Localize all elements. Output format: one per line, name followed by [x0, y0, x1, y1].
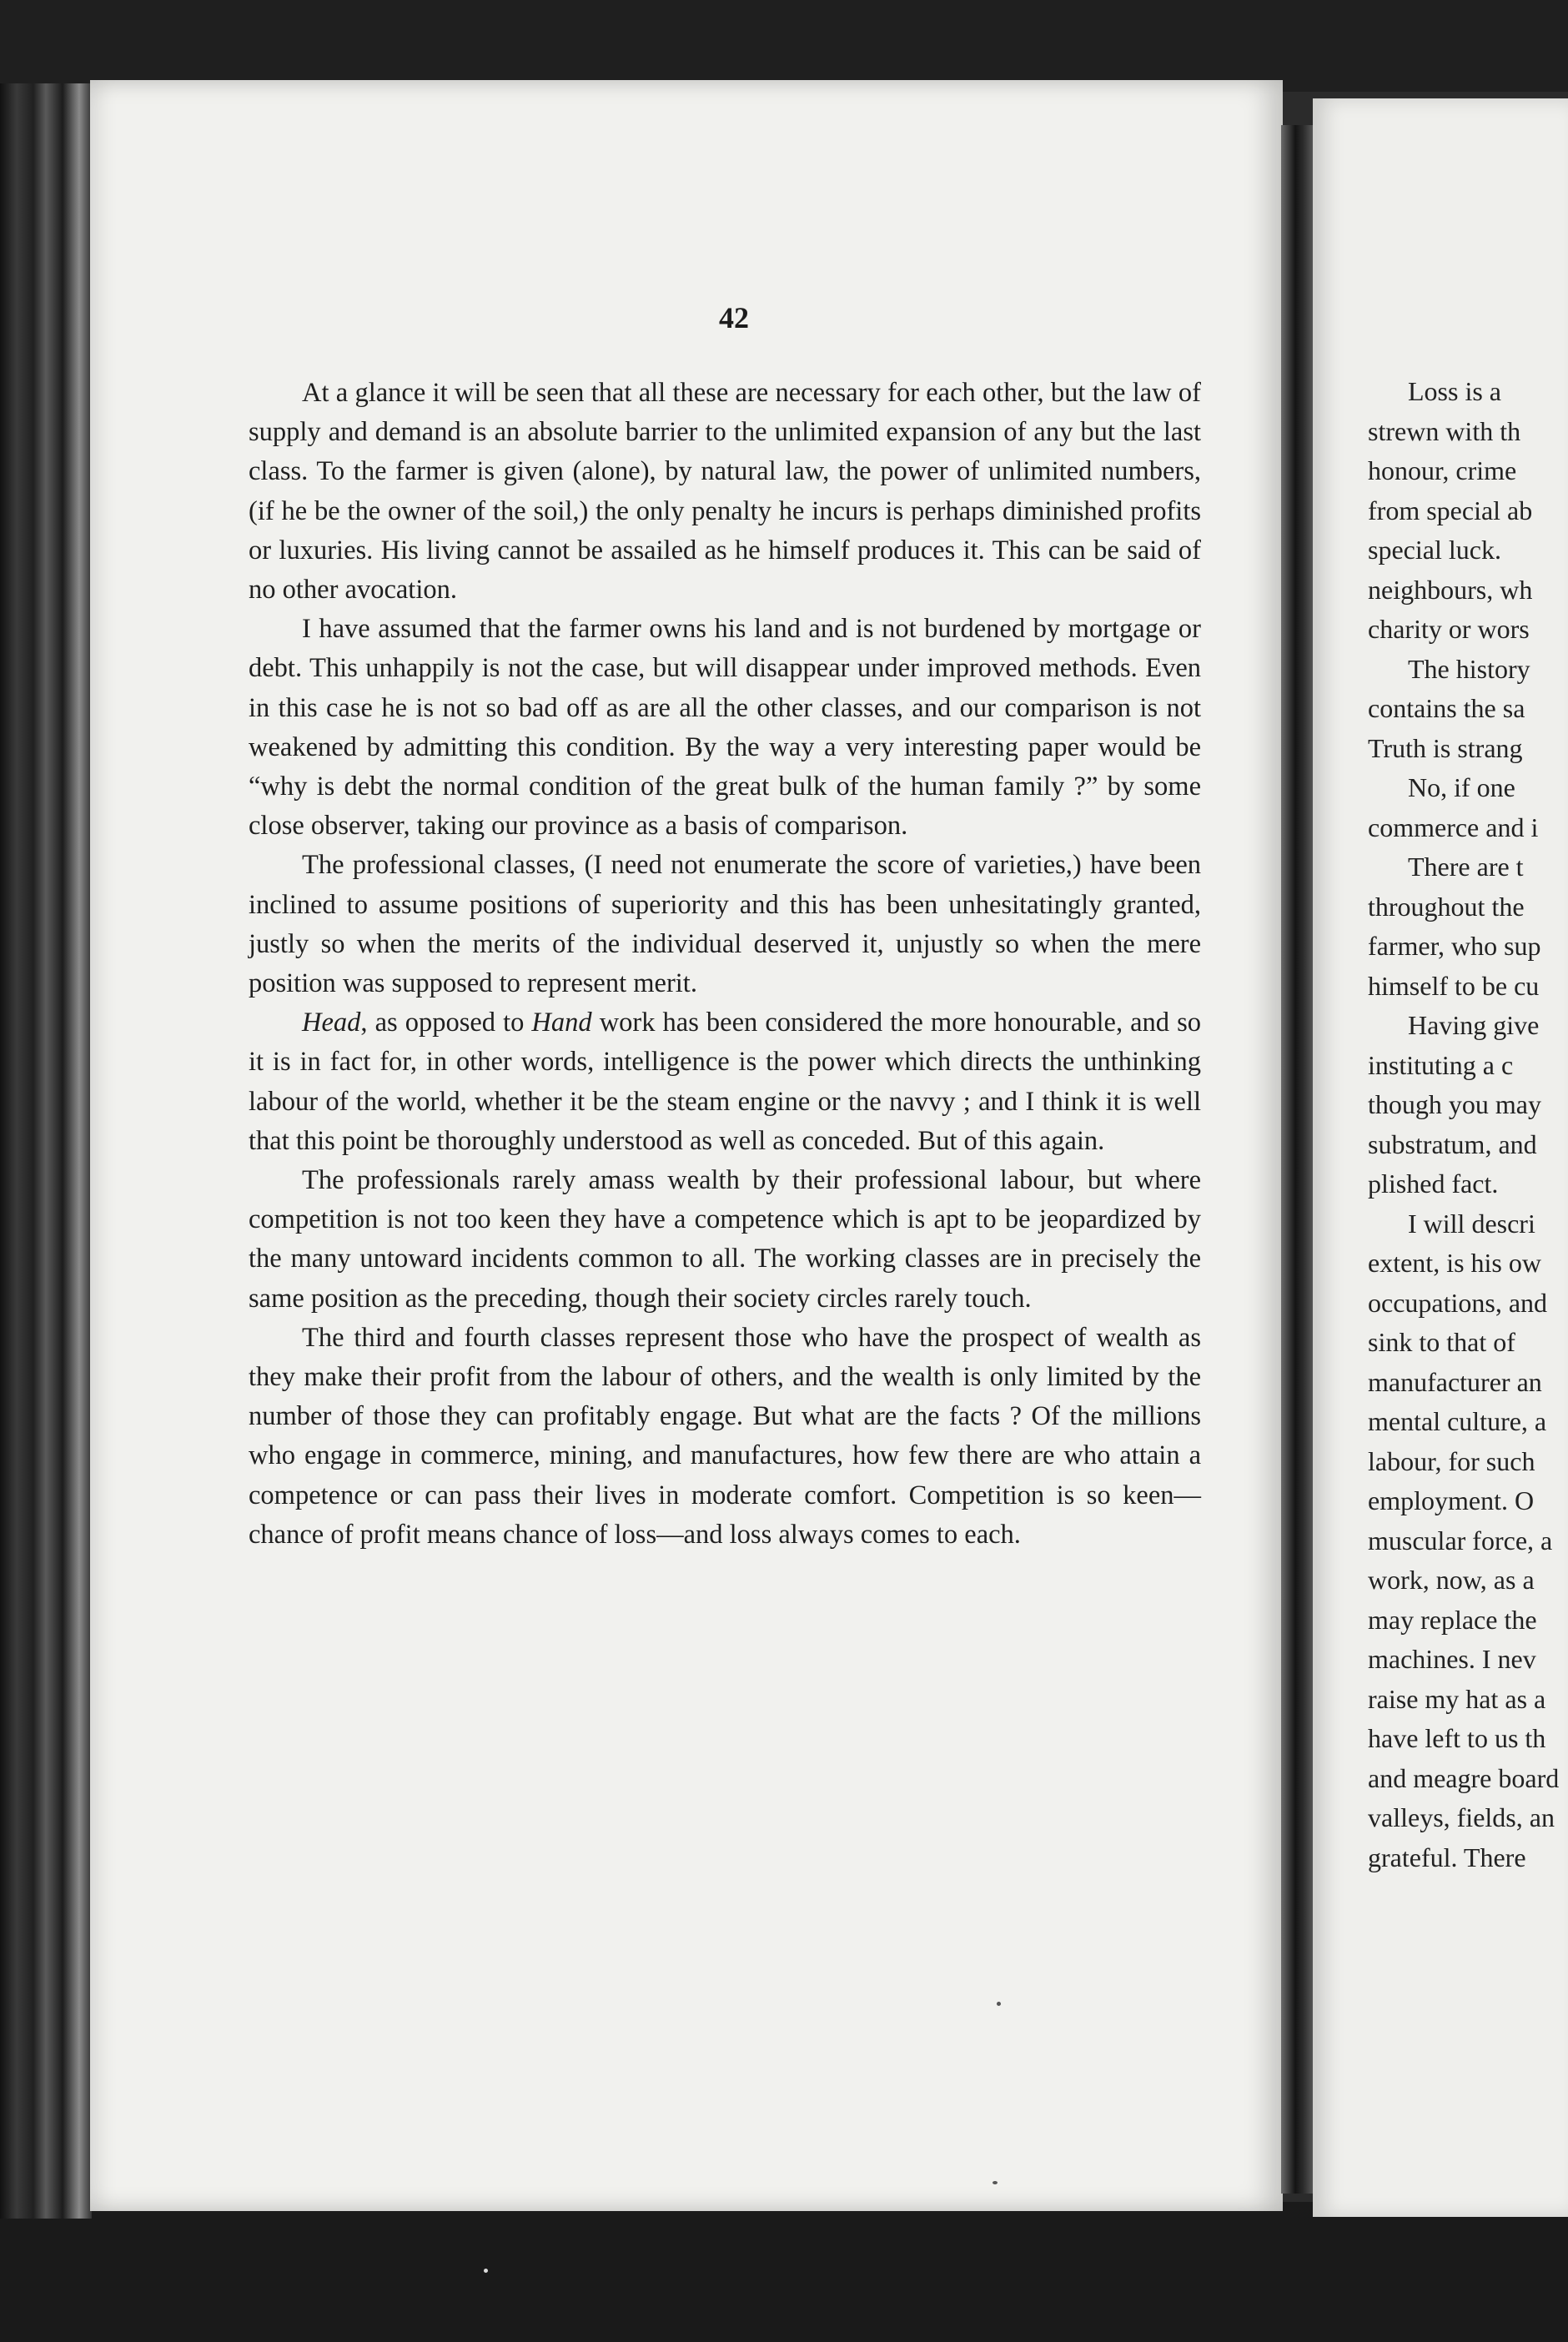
- page-number: 42: [719, 301, 749, 334]
- right-page-line: though you may: [1368, 1089, 1541, 1119]
- right-page-line: plished fact.: [1368, 1168, 1499, 1199]
- italic-word-head: Head: [302, 1008, 361, 1038]
- right-page-line: raise my hat as a: [1368, 1683, 1546, 1714]
- paragraph: The third and fourth classes represent those who have the prospect of wealth as they make their profit from the labour of others, and the wealth is only limited by the number of those they can profitably engage. But what are the facts ? Of the millions who engage in commerce, mining, and manufactures, how few there are who attain a competence or can pass their lives in moderate comfort. Competition is so keen—chance of profit means chance of loss—and loss always comes to each.: [249, 1322, 1201, 1550]
- right-page-line: himself to be cu: [1368, 970, 1540, 1001]
- italic-word-hand: Hand: [531, 1008, 592, 1038]
- right-page-line: labour, for such: [1368, 1445, 1535, 1476]
- right-page-line: special luck.: [1368, 535, 1501, 565]
- right-page-line: contains the sa: [1368, 693, 1525, 723]
- page-gutter: [1281, 125, 1313, 2194]
- right-page-line: extent, is his ow: [1368, 1248, 1541, 1278]
- right-page-line: sink to that of: [1368, 1327, 1515, 1357]
- right-page-line: manufacturer an: [1368, 1366, 1542, 1397]
- right-page-line: from special ab: [1368, 495, 1533, 525]
- right-page-line: grateful. There: [1368, 1842, 1526, 1872]
- right-page-line: have left to us th: [1368, 1723, 1546, 1753]
- right-page-line: occupations, and: [1368, 1287, 1548, 1318]
- scan-speck: [993, 2181, 998, 2184]
- background-top: [0, 0, 1568, 92]
- right-page-line: work, now, as a: [1368, 1565, 1535, 1595]
- right-page-line: honour, crime: [1368, 455, 1517, 485]
- background-bottom: [0, 2202, 1568, 2342]
- right-page-line: instituting a c: [1368, 1049, 1514, 1080]
- right-page-line: and meagre board: [1368, 1762, 1560, 1793]
- book-spine-edge: [0, 83, 92, 2219]
- right-page-text: [1368, 372, 1568, 1877]
- right-page-line: Truth is strang: [1368, 732, 1523, 763]
- paragraph: The professionals rarely amass wealth by their professional labour, but where competition is not too keen they have a competence which is apt to be jeopardized by the many untoward incidents common to all. The working classes are in precisely the same position as the preceding, though their society circles rarely touch.: [249, 1165, 1201, 1314]
- right-page-line: farmer, who sup: [1368, 931, 1541, 961]
- right-page-line: valleys, fields, an: [1368, 1802, 1555, 1832]
- paragraph: I have assumed that the farmer owns his land and is not burdened by mortgage or debt. This unhappily is not the case, but will disappear under improved methods. Even in this case he is not so bad off as are all the other classes, and our comparison is not weakened by admitting this condition. By the way a very interesting paper would be “why is debt the normal condition of the great bulk of the human family ?” by some close observer, taking our province as a basis of comparison.: [249, 614, 1201, 842]
- right-page-line: commerce and i: [1368, 812, 1539, 842]
- paragraph-fragment: work has been considered the more honourable, and so it is in fact for, in other words, intelligence is the power which directs the unthinking labour of the world, whether it be the steam engine or the navvy ; and I think it is well that this point be thoroughly understood as well as conceded. But of this again.: [249, 1008, 1201, 1156]
- right-page-line: charity or wors: [1368, 614, 1530, 644]
- right-page-line: muscular force, a: [1368, 1525, 1553, 1555]
- right-page-line: throughout the: [1368, 891, 1525, 922]
- right-page-line: There are t: [1408, 852, 1524, 882]
- scan-speck: [997, 2002, 1001, 2006]
- right-page-line: No, if one: [1408, 772, 1515, 802]
- right-page-line: The history: [1408, 653, 1530, 684]
- right-page-line: substratum, and: [1368, 1128, 1537, 1159]
- right-page-line: neighbours, wh: [1368, 574, 1533, 605]
- right-page-line: strewn with th: [1368, 415, 1521, 446]
- paragraph-fragment: , as opposed to: [360, 1008, 532, 1038]
- paragraph: [249, 1003, 1201, 1161]
- right-page-line: Loss is a: [1408, 376, 1501, 406]
- right-page-line: mental culture, a: [1368, 1406, 1547, 1436]
- paragraph: The professional classes, (I need not enumerate the score of varieties,) have been inclined to assume positions of superiority and this has been unhesitatingly granted, justly so when the merits of the individual deserved it, unjustly so when the mere position was supposed to represent merit.: [249, 850, 1201, 999]
- right-page-line: employment. O: [1368, 1485, 1535, 1515]
- right-page-line: may replace the: [1368, 1604, 1537, 1635]
- scan-speck: [484, 2269, 488, 2273]
- left-page-text: [249, 374, 1201, 1555]
- right-page-line: machines. I nev: [1368, 1644, 1536, 1674]
- right-page: [1313, 98, 1568, 2217]
- paragraph: At a glance it will be seen that all these are necessary for each other, but the law of supply and demand is an absolute barrier to the unlimited expansion of any but the last class. To the farmer is given (alone), by natural law, the power of unlimited numbers, (if he be the owner of the soil,) the only penalty he incurs is perhaps diminished profits or luxuries. His living cannot be assailed as he himself produces it. This can be said of no other avocation.: [249, 378, 1201, 606]
- right-page-line: I will descri: [1408, 1208, 1535, 1239]
- right-page-line: Having give: [1408, 1010, 1540, 1040]
